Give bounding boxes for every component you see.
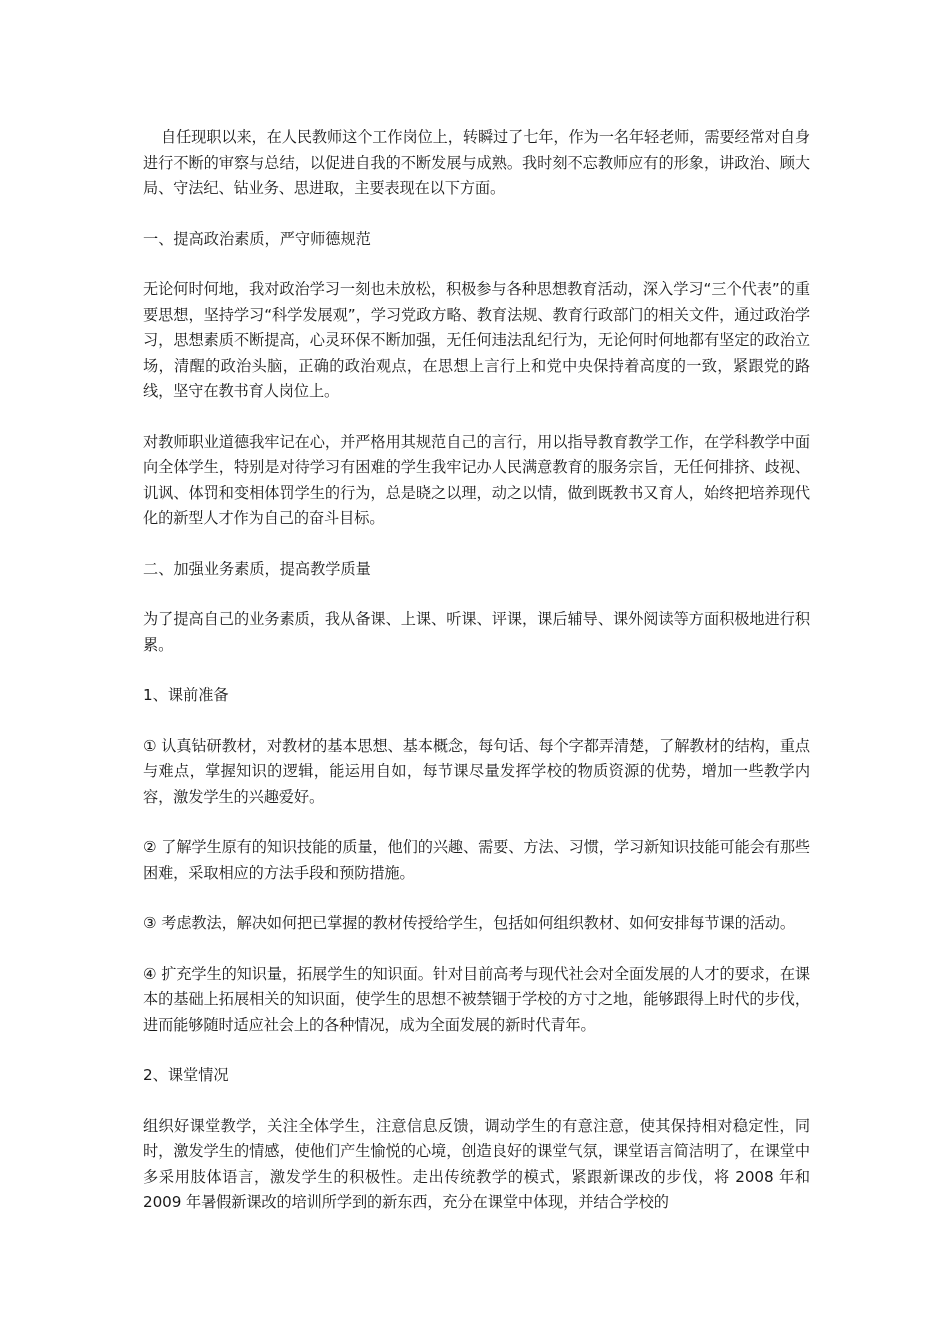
section-2-heading: 二、加强业务素质，提高教学质量 — [143, 559, 371, 578]
intro-paragraph: 自任现职以来，在人民教师这个工作岗位上，转瞬过了七年，作为一名年轻老师，需要经常对自身进行不断的审察与总结，以促进自我的不断发展与成熟。我时刻不忘教师应有的形象，讲政治、顾大局、守法纪、钻业务、思进取，主要表现在以下方面。 — [143, 128, 810, 197]
subsection-2-paragraph-1: 组织好课堂教学，关注全体学生，注意信息反馈，调动学生的有意注意，使其保持相对稳定性，同时，激发学生的情感，使他们产生愉悦的心境，创造良好的课堂气氛，课堂语言简洁明了，在课堂中多采用肢体语言，激发学生的积极性。走出传统教学的模式，紧跟新课改的步伐，将 2008 年和 2009 年暑假新课改的培训所学到的新东西，充分在课堂中体现，并结合学校的 — [143, 1116, 810, 1211]
subsection-1-heading: 1、课前准备 — [143, 686, 229, 704]
subsection-1-item-1: ① 认真钻研教材，对教材的基本思想、基本概念，每句话、每个字都弄清楚，了解教材的结构，重点与难点，掌握知识的逻辑，能运用自如，每节课尽量发挥学校的物质资源的优势，增加一些教学内容，激发学生的兴趣爱好。 — [143, 736, 811, 806]
section-1-paragraph-1: 无论何时何地，我对政治学习一刻也未放松，积极参与各种思想教育活动，深入学习“三个代表”的重要思想，坚持学习“科学发展观”，学习党政方略、教育法规、教育行政部门的相关文件，通过政治学习，思想素质不断提高，心灵环保不断加强，无任何违法乱纪行为，无论何时何地都有坚定的政治立场，清醒的政治头脑，正确的政治观点，在思想上言行上和党中央保持着高度的一致，紧跟党的路线，坚守在教书育人岗位上。 — [143, 280, 810, 400]
section-1-heading: 一、提高政治素质，严守师德规范 — [143, 229, 371, 248]
subsection-2-heading: 2、课堂情况 — [143, 1066, 229, 1084]
subsection-1-item-2: ② 了解学生原有的知识技能的质量，他们的兴趣、需要、方法、习惯，学习新知识技能可能会有那些困难，采取相应的方法手段和预防措施。 — [143, 838, 811, 882]
section-2-paragraph-1: 为了提高自己的业务素质，我从备课、上课、听课、评课，课后辅导、课外阅读等方面积极地进行积累。 — [143, 610, 810, 654]
subsection-1-item-3: ③ 考虑教法，解决如何把已掌握的教材传授给学生，包括如何组织教材、如何安排每节课的活动。 — [143, 914, 795, 932]
subsection-1-item-4: ④ 扩充学生的知识量，拓展学生的知识面。针对目前高考与现代社会对全面发展的人才的要求，在课本的基础上拓展相关的知识面，使学生的思想不被禁锢于学校的方寸之地，能够跟得上时代的步伐，进而能够随时适应社会上的各种情况，成为全面发展的新时代青年。 — [143, 964, 811, 1034]
section-1-paragraph-2: 对教师职业道德我牢记在心，并严格用其规范自己的言行，用以指导教育教学工作，在学科教学中面向全体学生，特别是对待学习有困难的学生我牢记办人民满意教育的服务宗旨，无任何排挤、歧视、讥讽、体罚和变相体罚学生的行为，总是晓之以理，动之以情，做到既教书又育人，始终把培养现代化的新型人才作为自己的奋斗目标。 — [143, 432, 810, 527]
